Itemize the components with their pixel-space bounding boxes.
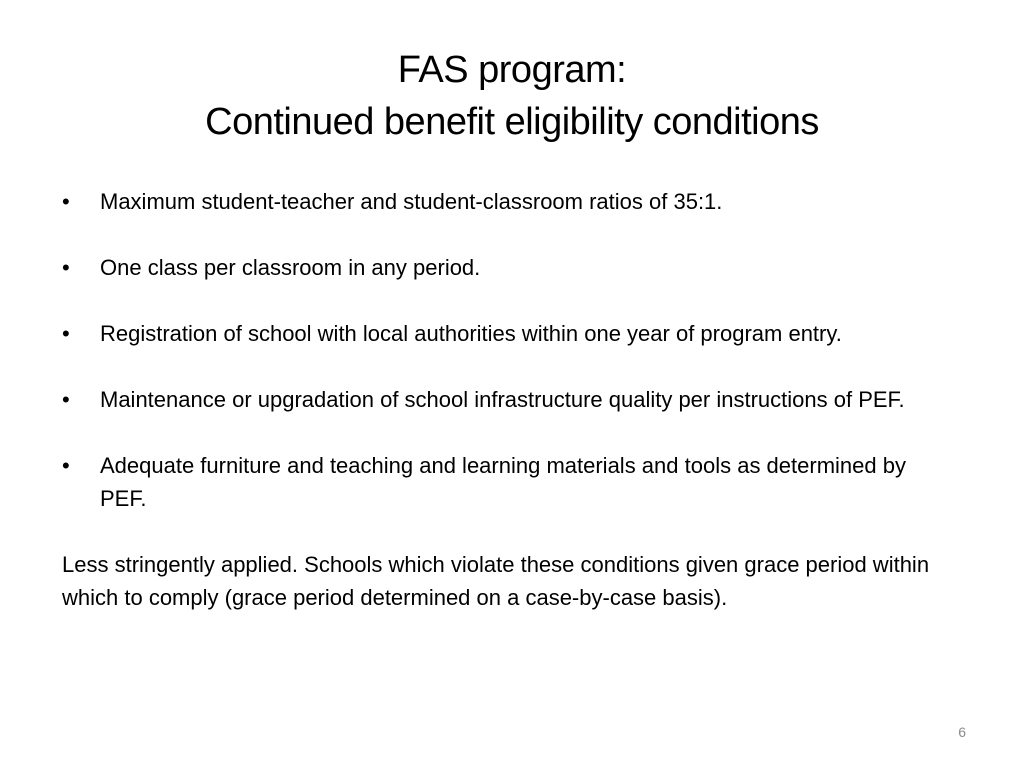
page-number: 6 — [958, 724, 966, 740]
bullet-marker: • — [62, 255, 70, 280]
bullet-item — [62, 383, 942, 416]
bullet-marker: • — [62, 321, 70, 346]
bullet-item — [62, 449, 942, 515]
bullet-marker: • — [62, 453, 70, 478]
bullet-item — [62, 251, 942, 284]
bullet-text: Maximum student-teacher and student-classroom ratios of 35:1. — [100, 189, 723, 214]
bullet-text: Adequate furniture and teaching and learning materials and tools as determined by PEF. — [100, 453, 906, 511]
title-line-2: Continued benefit eligibility conditions — [205, 101, 819, 143]
bullet-text: Registration of school with local authorities within one year of program entry. — [100, 321, 842, 346]
bullet-item — [62, 185, 942, 218]
bullet-item — [62, 317, 942, 350]
bullet-marker: • — [62, 189, 70, 214]
bullet-text: One class per classroom in any period. — [100, 255, 481, 280]
bullet-list — [62, 185, 942, 515]
bullet-text: Maintenance or upgradation of school infrastructure quality per instructions of PEF. — [100, 387, 905, 412]
slide-title — [0, 44, 1024, 148]
slide-body — [62, 185, 942, 614]
title-line-1: FAS program: — [397, 49, 627, 91]
closing-note: Less stringently applied. Schools which violate these conditions given grace period within which to comply (grace period determined on a case-by-case basis). — [62, 552, 930, 610]
bullet-marker: • — [62, 387, 70, 412]
